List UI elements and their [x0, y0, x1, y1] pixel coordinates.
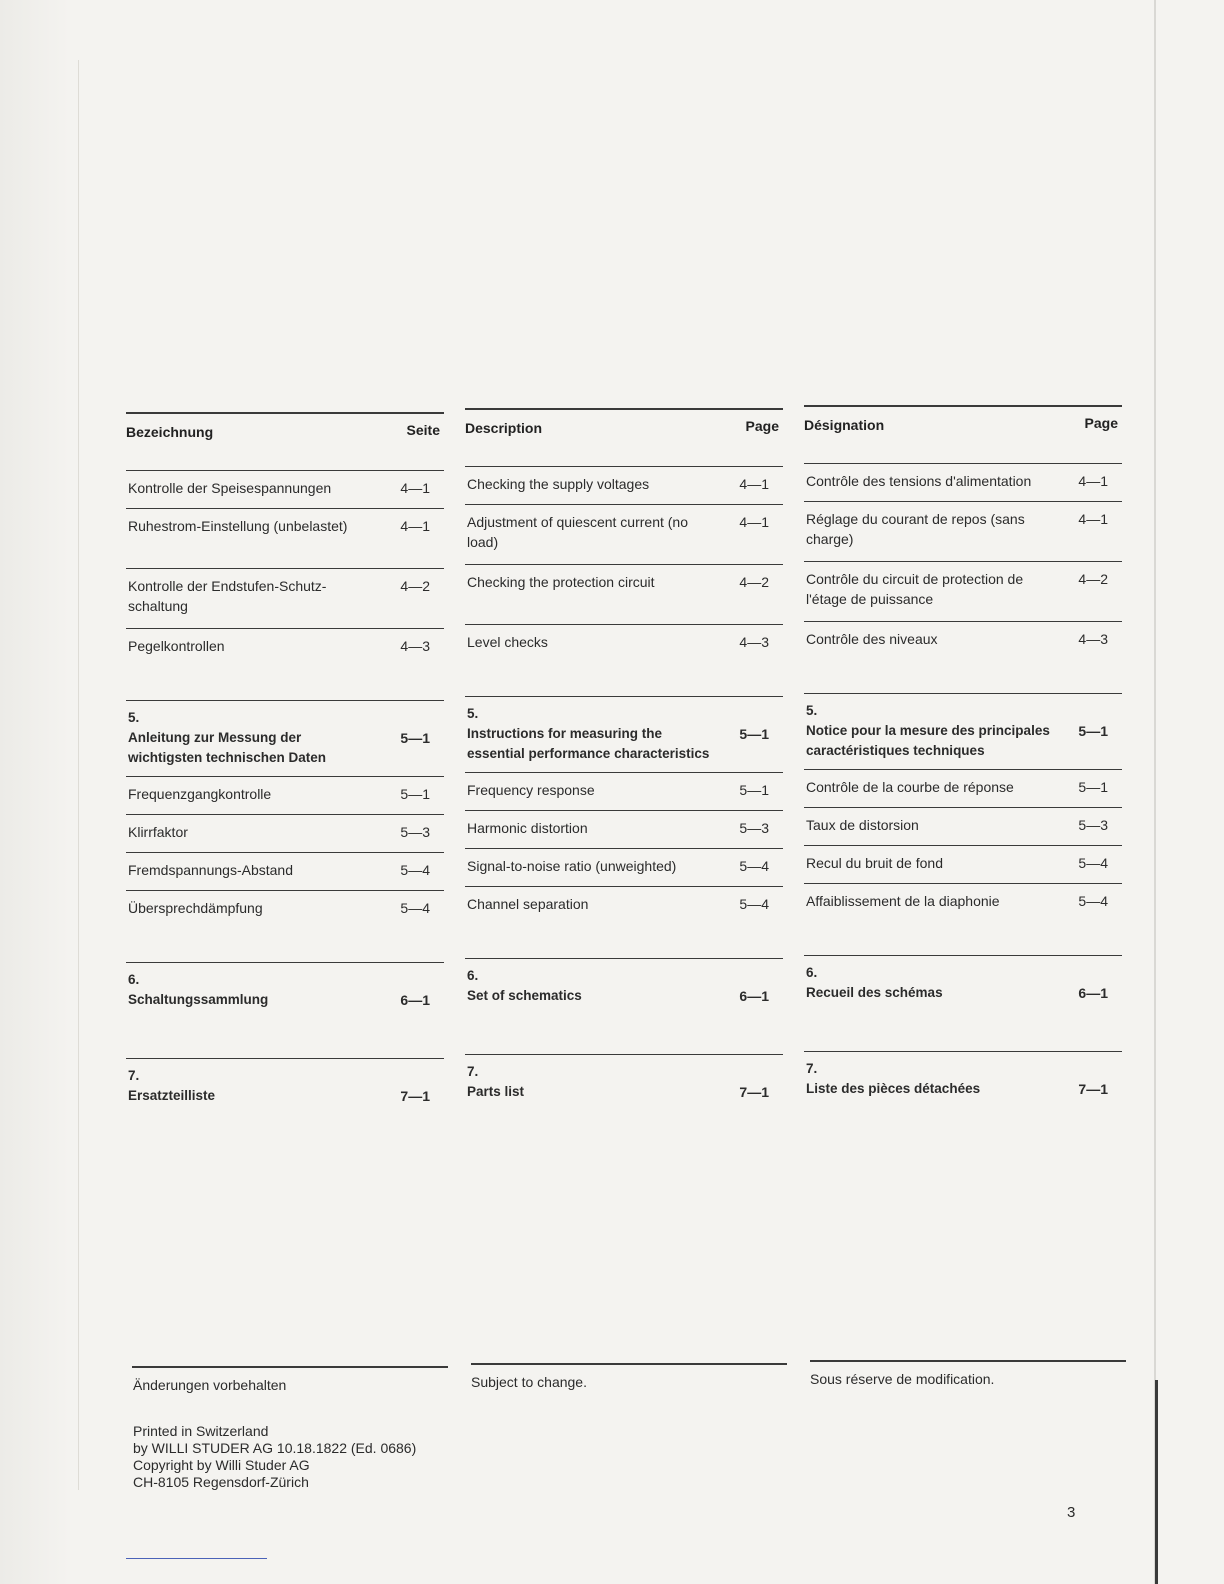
- section-number: 5.: [128, 710, 140, 725]
- toc-row: [465, 504, 783, 564]
- toc-entry-page: 4—1: [1078, 473, 1108, 489]
- toc-row: [804, 463, 1122, 501]
- footer-rule: [132, 1366, 448, 1368]
- toc-entry-page: 4—2: [400, 578, 430, 594]
- toc-entry-label: Fremdspannungs-Abstand: [128, 862, 293, 878]
- section-title: Recueil des schémas: [806, 985, 943, 1000]
- toc-entry-page: 4—3: [400, 638, 430, 654]
- toc-entry-page: 5—4: [1078, 893, 1108, 909]
- toc-section-7: [126, 1058, 444, 1134]
- column-page-heading: Seite: [406, 422, 440, 438]
- toc-row: [804, 883, 1122, 955]
- section-page: 5—1: [400, 730, 430, 746]
- toc-entry-page: 4—3: [1078, 631, 1108, 647]
- toc-row: [465, 772, 783, 810]
- toc-section-7: [804, 1051, 1122, 1127]
- section-title: Ersatzteilliste: [128, 1088, 216, 1103]
- column-title: Description: [465, 420, 543, 436]
- toc-entry-label: Signal-to-noise ratio (unweighted): [467, 858, 677, 874]
- toc-row: [126, 568, 444, 628]
- toc-row: [465, 810, 783, 848]
- toc-row: [804, 845, 1122, 883]
- toc-entry-page: 5—1: [1078, 779, 1108, 795]
- column-title: Bezeichnung: [126, 424, 214, 440]
- toc-entry-label: Klirrfaktor: [128, 824, 188, 840]
- section-number: 5.: [806, 703, 818, 718]
- section-page: 5—1: [1078, 723, 1108, 739]
- toc-section-6: [804, 955, 1122, 1051]
- section-page: 6—1: [739, 988, 769, 1004]
- toc-section-5: [804, 693, 1122, 769]
- scan-edge: [1154, 0, 1156, 1584]
- toc-entry-page: 4—1: [1078, 511, 1108, 527]
- toc-entry-label: Taux de distorsion: [806, 817, 919, 833]
- toc-entry-page: 4—1: [739, 476, 769, 492]
- toc-entry-page: 5—4: [739, 896, 769, 912]
- imprint: [133, 1423, 416, 1491]
- toc-entry-page: 5—4: [739, 858, 769, 874]
- toc-entry-label: Contrôle de la courbe de réponse: [806, 779, 1014, 795]
- toc-entry-page: 5—1: [739, 782, 769, 798]
- toc-row: [465, 624, 783, 696]
- column-german: [126, 412, 444, 1134]
- imprint-line: Copyright by Willi Studer AG: [133, 1457, 310, 1473]
- footer-rule: [471, 1363, 787, 1365]
- section-page: 5—1: [739, 726, 769, 742]
- section-title: Notice pour la mesure des principales caractéristiques techniques: [806, 723, 1050, 758]
- toc-row: [126, 628, 444, 700]
- section-number: 6.: [806, 965, 818, 980]
- toc-entry-label: Frequenzgangkontrolle: [128, 786, 272, 802]
- toc-entry-page: 4—1: [739, 514, 769, 530]
- imprint-line: by WILLI STUDER AG 10.18.1822 (Ed. 0686): [133, 1440, 417, 1456]
- toc-row: [804, 807, 1122, 845]
- toc-row: [804, 501, 1122, 561]
- column-header: [126, 412, 444, 470]
- column-page-heading: Page: [745, 418, 779, 434]
- toc-entry-page: 4—2: [739, 574, 769, 590]
- toc-row: [804, 621, 1122, 693]
- toc-row: [465, 466, 783, 504]
- toc-entry-page: 5—3: [1078, 817, 1108, 833]
- section-title: Set of schematics: [467, 988, 582, 1003]
- section-number: 7.: [806, 1061, 818, 1076]
- toc-entry-label: Contrôle du circuit de protection de l'étage de puissance: [806, 571, 1024, 607]
- scan-margin: [0, 0, 70, 1584]
- section-title: Schaltungssammlung: [128, 992, 269, 1007]
- section-page: 7—1: [739, 1084, 769, 1100]
- section-title: Instructions for measuring the essential performance characteristics: [467, 726, 710, 761]
- footer-note-french: Sous réserve de modification.: [810, 1371, 995, 1387]
- toc-row: [126, 776, 444, 814]
- toc-row: [126, 814, 444, 852]
- section-number: 6.: [467, 968, 479, 983]
- column-header: [465, 408, 783, 466]
- section-number: 7.: [467, 1064, 479, 1079]
- toc-entry-page: 5—4: [400, 900, 430, 916]
- toc-entry-page: 4—1: [400, 518, 430, 534]
- imprint-line: Printed in Switzerland: [133, 1423, 269, 1439]
- toc-entry-label: Recul du bruit de fond: [806, 855, 943, 871]
- toc-entry-page: 5—4: [1078, 855, 1108, 871]
- toc-entry-page: 4—1: [400, 480, 430, 496]
- toc-row: [804, 769, 1122, 807]
- column-header: [804, 405, 1122, 463]
- section-page: 6—1: [400, 992, 430, 1008]
- section-number: 5.: [467, 706, 479, 721]
- toc-section-5: [465, 696, 783, 772]
- toc-entry-page: 4—3: [739, 634, 769, 650]
- column-english: [465, 408, 783, 1130]
- section-page: 7—1: [400, 1088, 430, 1104]
- toc-entry-label: Checking the protection circuit: [467, 574, 655, 590]
- column-title: Désignation: [804, 417, 885, 433]
- section-page: 7—1: [1078, 1081, 1108, 1097]
- toc-row: [804, 561, 1122, 621]
- footer-note-english: Subject to change.: [471, 1374, 587, 1390]
- toc-row: [465, 564, 783, 624]
- section-number: 7.: [128, 1068, 140, 1083]
- toc-section-7: [465, 1054, 783, 1130]
- scan-artifact-line: [78, 60, 79, 1490]
- toc-entry-label: Frequency response: [467, 782, 595, 798]
- toc-entry-label: Checking the supply voltages: [467, 476, 650, 492]
- toc-entry-label: Réglage du courant de repos (sans charge): [806, 511, 1025, 547]
- page-number: 3: [1067, 1504, 1076, 1521]
- section-title: Anleitung zur Messung der wichtigsten technischen Daten: [128, 730, 327, 765]
- toc-entry-page: 5—3: [739, 820, 769, 836]
- toc-entry-page: 5—4: [400, 862, 430, 878]
- column-french: [804, 405, 1122, 1127]
- scan-blue-line: [126, 1558, 267, 1559]
- toc-section-5: [126, 700, 444, 776]
- imprint-line: CH-8105 Regensdorf-Zürich: [133, 1474, 309, 1490]
- section-title: Parts list: [467, 1084, 525, 1099]
- toc-entry-label: Kontrolle der Endstufen-Schutz-schaltung: [128, 578, 327, 614]
- toc-entry-label: Pegelkontrollen: [128, 638, 225, 654]
- toc-section-6: [465, 958, 783, 1054]
- toc-entry-label: Contrôle des tensions d'alimentation: [806, 473, 1032, 489]
- toc-entry-label: Affaiblissement de la diaphonie: [806, 893, 1000, 909]
- toc-entry-label: Kontrolle der Speisespannungen: [128, 480, 332, 496]
- toc-entry-label: Ruhestrom-Einstellung (unbelastet): [128, 518, 348, 534]
- section-number: 6.: [128, 972, 140, 987]
- toc-entry-page: 5—1: [400, 786, 430, 802]
- toc-row: [465, 886, 783, 958]
- toc-entry-page: 4—2: [1078, 571, 1108, 587]
- toc-row: [126, 508, 444, 568]
- toc-entry-label: Level checks: [467, 634, 548, 650]
- toc-entry-label: Contrôle des niveaux: [806, 631, 938, 647]
- toc-entry-label: Harmonic distortion: [467, 820, 588, 836]
- section-page: 6—1: [1078, 985, 1108, 1001]
- footer-note-german: Änderungen vorbehalten: [133, 1377, 287, 1393]
- footer-rule: [810, 1360, 1126, 1362]
- toc-entry-label: Adjustment of quiescent current (no load): [467, 514, 689, 550]
- toc-entry-page: 5—3: [400, 824, 430, 840]
- scan-edge-dark: [1155, 1380, 1158, 1584]
- toc-row: [126, 852, 444, 890]
- toc-entry-label: Übersprechdämpfung: [128, 900, 263, 916]
- toc-section-6: [126, 962, 444, 1058]
- toc-row: [126, 470, 444, 508]
- toc-row: [465, 848, 783, 886]
- toc-entry-label: Channel separation: [467, 896, 589, 912]
- section-title: Liste des pièces détachées: [806, 1081, 981, 1096]
- column-page-heading: Page: [1084, 415, 1118, 431]
- toc-row: [126, 890, 444, 962]
